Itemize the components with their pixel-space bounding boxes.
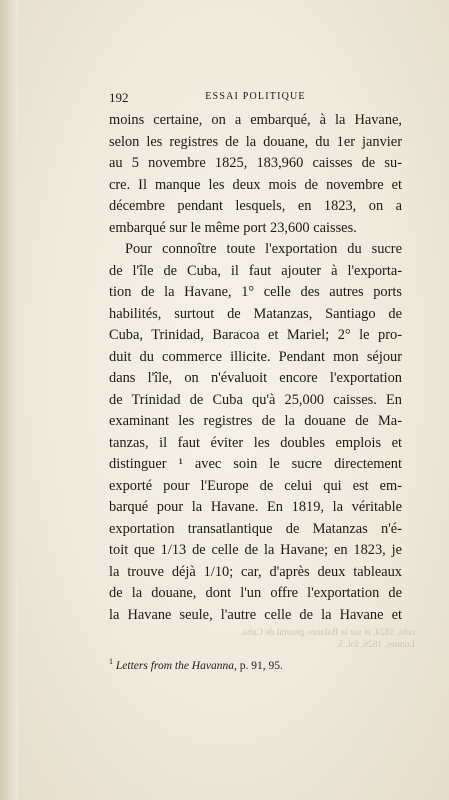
footnote-reference: , p. 91, 95. <box>233 659 283 672</box>
text-line: exportation transatlantique de Matanzas n'é- <box>109 520 402 537</box>
text-line: habilités, surtout de Matanzas, Santiago de <box>109 305 402 322</box>
text-line: cre. Il manque les deux mois de novembre et <box>109 176 402 193</box>
text-line: tion de la Havane, 1° celle des autres ports <box>109 284 402 300</box>
text-line: la Havane seule, l'autre celle de la Havane et <box>109 606 402 623</box>
text-line: duit du commerce illicite. Pendant mon séjour <box>109 348 402 365</box>
bleed-through-line: celo, 1824, et sur le Balanzo general de Cuba. <box>240 628 415 638</box>
bleed-through-text <box>240 627 415 651</box>
text-line: de Trinidad de Cuba qu'à 25,000 caisses. En <box>109 391 402 408</box>
section-title: ESSAI POLITIQUE <box>205 91 306 102</box>
text-line: distinguer ¹ avec soin le sucre directement <box>109 456 402 472</box>
text-line: de la douane, dont l'un offre l'exportation de <box>109 585 402 601</box>
bleed-through-line: Lonnes, 1826, fol. 5. <box>336 640 415 650</box>
text-line: barqué pour la Havane. En 1819, la véritable <box>109 499 402 515</box>
text-line: examinant les registres de la douane de Ma- <box>109 413 402 429</box>
text-line: dans l'île, on n'évaluoit encore l'exportation <box>109 370 402 386</box>
text-line: au 5 novembre 1825, 183,960 caisses de su- <box>109 155 402 171</box>
text-line: tanzas, il faut éviter les doubles emplois et <box>109 434 402 451</box>
text-line: la trouve déjà 1/10; car, d'après deux tableaux <box>109 563 402 580</box>
body-text <box>109 110 402 626</box>
text-line: toit que 1/13 de celle de la Havane; en 1823, je <box>109 542 402 558</box>
text-line: Cuba, Trinidad, Baracoa et Mariel; 2° le pro- <box>109 327 402 343</box>
text-line: embarqué sur le même port 23,600 caisses. <box>109 219 357 236</box>
text-line: moins certaine, on a embarqué, à la Havane, <box>109 112 402 128</box>
text-line: décembre pendant lesquels, en 1823, on a <box>109 198 402 214</box>
running-head <box>109 90 402 106</box>
footnote-title: Letters from the Havanna <box>115 659 234 672</box>
binding-gutter <box>0 0 18 800</box>
text-line: selon les registres de la douane, du 1er janvier <box>109 133 402 150</box>
footnote <box>109 654 402 674</box>
text-line: de l'île de Cuba, il faut ajouter à l'exporta- <box>109 262 402 279</box>
text-line: Pour connoître toute l'exportation du sucre <box>125 241 402 257</box>
text-line: exporté pour l'Europe de celui qui est em- <box>109 477 402 494</box>
footnote-marker: 1 <box>109 657 113 666</box>
page-number: 192 <box>109 90 129 105</box>
